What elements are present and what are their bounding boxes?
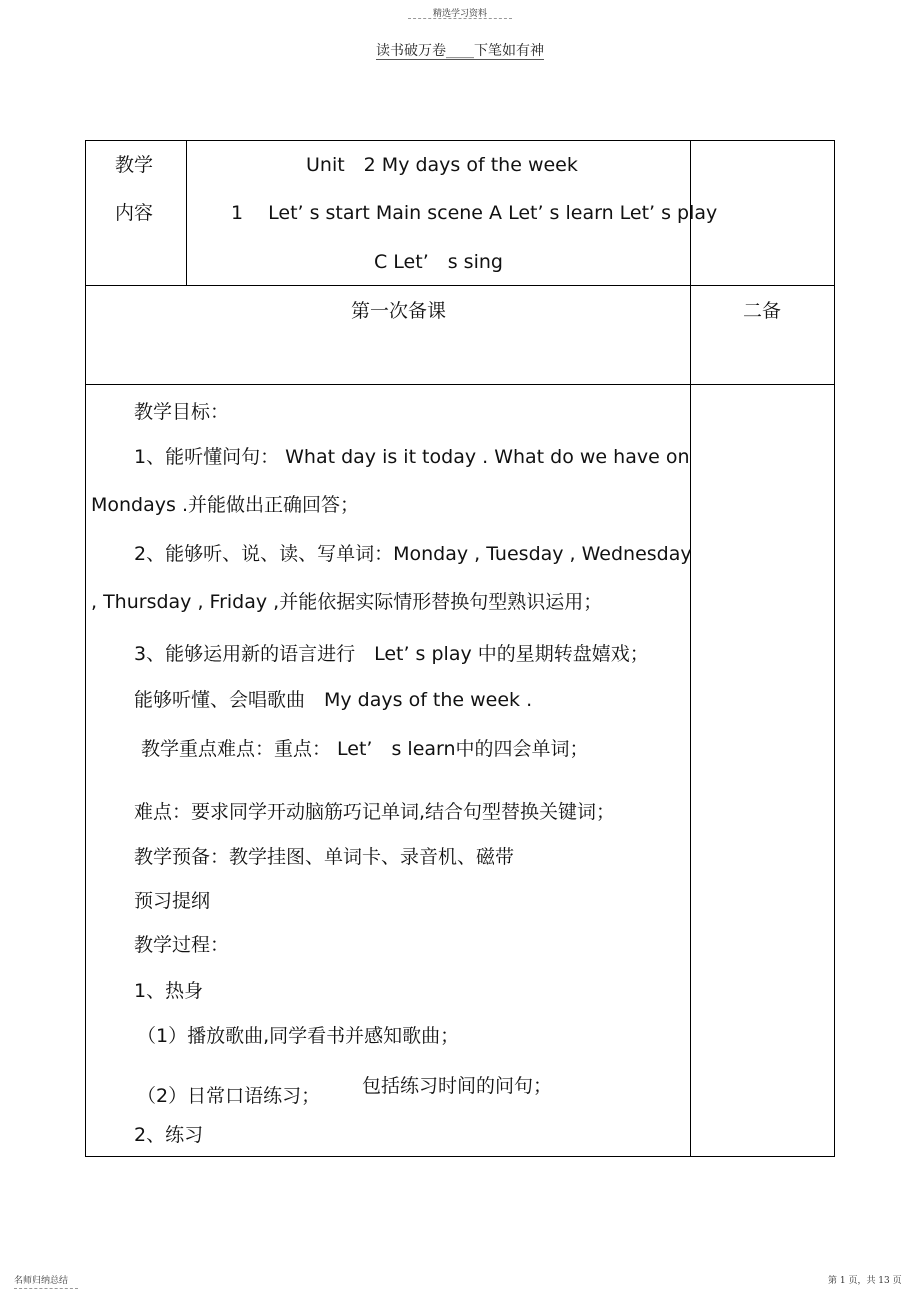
subtitle-text: 读书破万卷____下笔如有神 — [376, 43, 544, 59]
table-divider-label — [186, 140, 187, 285]
objective-3-line1: 3、能够运用新的语言进行 Let’ s play 中的星期转盘嬉戏； — [134, 643, 649, 665]
objective-2-line2: , Thursday , Friday ,并能依据实际情形替换句型熟识运用； — [91, 591, 603, 613]
teaching-process-heading: 教学过程： — [134, 934, 230, 956]
lesson-title-line1: Unit 2 My days of the week — [306, 154, 578, 176]
step-1-warmup: 1、热身 — [134, 980, 204, 1002]
table-border-left — [85, 140, 86, 1157]
preview-outline: 预习提纲 — [134, 890, 211, 912]
objective-1-line1: 1、能听懂问句： What day is it today . What do we have on — [134, 446, 690, 468]
footer-left-label: 名师归纳总结 — [14, 1276, 69, 1286]
table-border-top — [85, 140, 835, 141]
step-1-2-note: 包括练习时间的问句； — [362, 1075, 553, 1097]
footer-page-number: 第 1 页，共 13 页 — [828, 1276, 902, 1286]
step-1-2-oral: （2）日常口语练习； — [137, 1085, 321, 1107]
step-2-practice: 2、练习 — [134, 1124, 204, 1146]
table-row-divider-1 — [85, 285, 835, 286]
table-row-divider-2 — [85, 384, 835, 385]
content-label-line2: 内容 — [115, 202, 154, 224]
objective-2-line1: 2、能够听、说、读、写单词：Monday , Tuesday , Wednesday — [134, 543, 692, 565]
footer-divider — [14, 1288, 78, 1289]
teaching-preparation: 教学预备：教学挂图、单词卡、录音机、磁带 — [134, 846, 515, 868]
lesson-title-line3: C Let’ s sing — [374, 251, 503, 273]
key-points: 教学重点难点：重点： Let’ s learn中的四会单词； — [141, 738, 589, 760]
table-border-bottom — [85, 1156, 835, 1157]
second-prep-heading: 二备 — [743, 300, 782, 322]
first-prep-heading: 第一次备课 — [351, 300, 447, 322]
objective-3-line2: 能够听懂、会唱歌曲 My days of the week . — [134, 689, 533, 711]
objectives-heading: 教学目标： — [134, 401, 230, 423]
table-divider-inner — [690, 140, 691, 1157]
page-subtitle — [376, 40, 544, 60]
difficult-points: 难点：要求同学开动脑筋巧记单词,结合句型替换关键词； — [134, 801, 616, 823]
content-label-line1: 教学 — [115, 154, 154, 176]
lesson-title-line2: 1 Let’ s start Main scene A Let’ s learn Let’ s play — [231, 202, 718, 224]
page-header-label: 精选学习资料 — [432, 9, 487, 19]
step-1-1-song: （1）播放歌曲,同学看书并感知歌曲； — [137, 1025, 460, 1047]
table-border-right — [834, 140, 835, 1157]
header-divider — [408, 18, 512, 20]
objective-1-line2: Mondays .并能做出正确回答； — [91, 494, 359, 516]
